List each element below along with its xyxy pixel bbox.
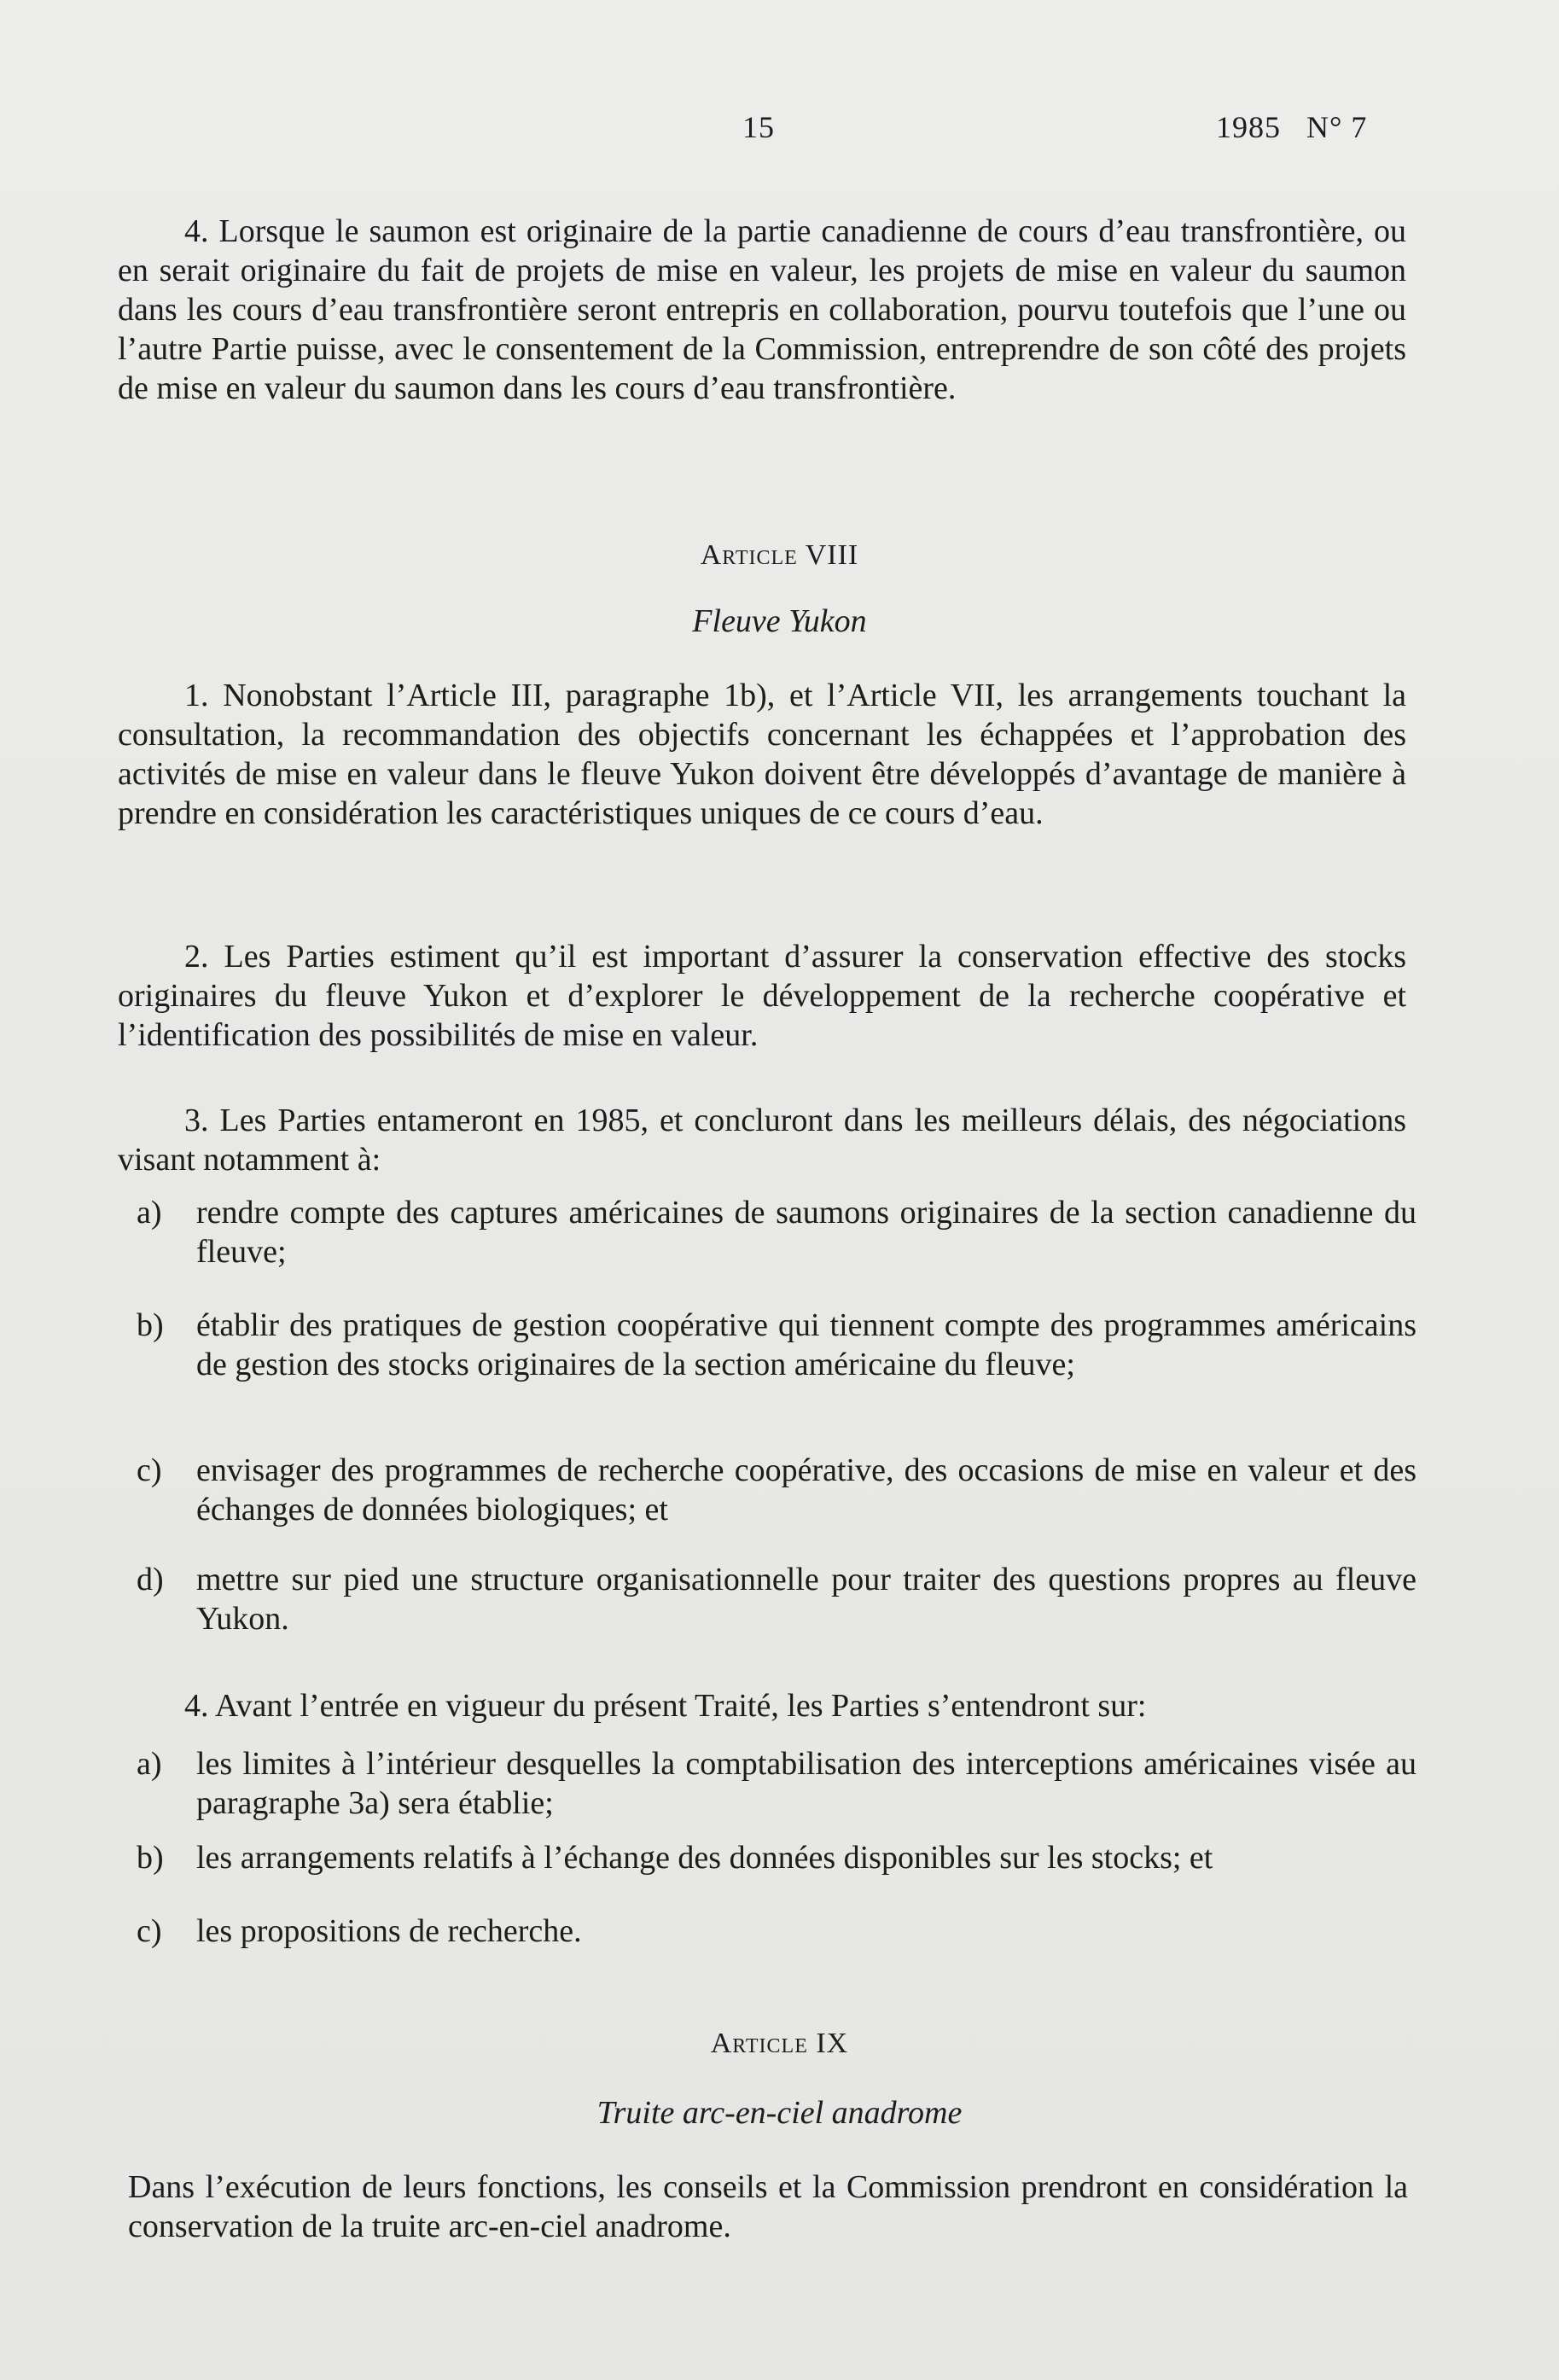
issue-label: 1985 N° 7 xyxy=(1216,110,1368,144)
list-item xyxy=(137,1744,1416,1823)
list-item-text: mettre sur pied une structure organisationnelle pour traiter des questions propres au fleuve Yukon. xyxy=(196,1562,1416,1637)
article-8-paragraph-1: 1. Nonobstant l’Article III, paragraphe 1b), et l’Article VII, les arrangements touchant la consultation, la recommandation des objectifs concernant les échappées et l’approbation des activités de mise en valeur dans le fleuve Yukon doivent être développés d’avantage de manière à prendre en considération les caractéristiques uniques de ce cours d’eau. xyxy=(118,678,1406,831)
article-8-subtitle: Fleuve Yukon xyxy=(692,603,867,639)
list-marker: a) xyxy=(137,1195,162,1231)
list-item xyxy=(137,1560,1416,1638)
list-item-text: les arrangements relatifs à l’échange des données disponibles sur les stocks; et xyxy=(196,1840,1213,1876)
list-item xyxy=(137,1451,1416,1529)
list-item-text: les propositions de recherche. xyxy=(196,1913,582,1949)
list-marker: a) xyxy=(137,1746,162,1782)
list-marker: d) xyxy=(137,1562,164,1597)
article-8-paragraph-4: 4. Avant l’entrée en vigueur du présent Traité, les Parties s’entendront sur: xyxy=(184,1688,1147,1724)
list-item-text: envisager des programmes de recherche coopérative, des occasions de mise en valeur et des échanges de données biologiques; et xyxy=(196,1452,1416,1528)
list-item-text: rendre compte des captures américaines de saumons originaires de la section canadienne du fleuve; xyxy=(196,1195,1416,1270)
list-marker: b) xyxy=(137,1840,164,1876)
article-9-heading: Article IX xyxy=(710,2028,849,2059)
list-item xyxy=(137,1193,1416,1271)
list-item-text: les limites à l’intérieur desquelles la comptabilisation des interceptions américaines visée au paragraphe 3a) sera établie; xyxy=(196,1746,1416,1821)
list-marker: b) xyxy=(137,1307,164,1343)
article-8-heading: Article VIII xyxy=(700,539,859,571)
article-8-paragraph-3: 3. Les Parties entameront en 1985, et concluront dans les meilleurs délais, des négociations visant notamment à: xyxy=(118,1103,1406,1178)
page-number: 15 xyxy=(742,110,775,144)
list-marker: c) xyxy=(137,1913,162,1949)
article-8-paragraph-2: 2. Les Parties estiment qu’il est important d’assurer la conservation effective des stocks originaires du fleuve Yukon et d’explorer le développement de la recherche coopérative et l’identification des possibilités de mise en valeur. xyxy=(118,939,1406,1053)
paragraph-4-transboundary: 4. Lorsque le saumon est originaire de la partie canadienne de cours d’eau transfrontière, ou en serait originaire du fait de projets de mise en valeur, les projets de mise en valeur du saumon dans les cours d’eau transfrontière seront entrepris en collaboration, pourvu toutefois que l’une ou l’autre Partie puisse, avec le consentement de la Commission, entreprendre de son côté des projets de mise en valeur du saumon dans les cours d’eau transfrontière. xyxy=(118,213,1406,406)
list-item xyxy=(137,1838,1416,1877)
list-marker: c) xyxy=(137,1452,162,1488)
article-9-paragraph: Dans l’exécution de leurs fonctions, les conseils et la Commission prendront en considération la conservation de la truite arc-en-ciel anadrome. xyxy=(128,2169,1408,2244)
list-item xyxy=(137,1306,1416,1384)
list-item xyxy=(137,1912,1416,1951)
article-9-subtitle: Truite arc-en-ciel anadrome xyxy=(596,2095,963,2131)
list-item-text: établir des pratiques de gestion coopérative qui tiennent compte des programmes américains de gestion des stocks originaires de la section américaine du fleuve; xyxy=(196,1307,1416,1382)
